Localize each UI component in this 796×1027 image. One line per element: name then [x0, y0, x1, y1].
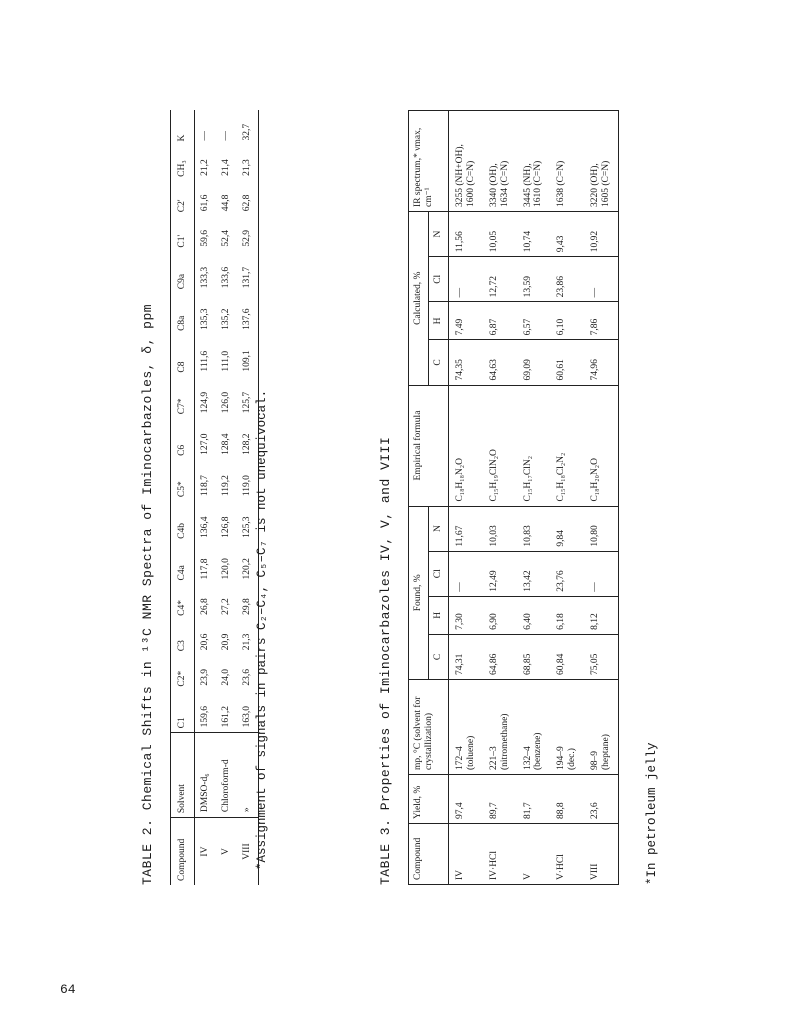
t3-yield-value: 89,7: [488, 802, 499, 819]
t3-calc: [448, 212, 482, 257]
t3-found-cl: Cl: [428, 551, 448, 596]
t2-cell: 109,1: [241, 350, 252, 372]
t2-cell: 159,6: [199, 706, 210, 728]
t3-mp-extra: (benzene): [533, 732, 544, 770]
table-row: [448, 111, 482, 885]
t3-mp: [517, 680, 551, 775]
t3-compound: [448, 824, 482, 885]
t2-cell: 20,9: [220, 633, 231, 651]
t3-found-h: H: [428, 596, 448, 634]
t3-formula: [550, 385, 584, 506]
t3-calc-value: 64,63: [488, 359, 499, 381]
t3-calc: [483, 302, 517, 340]
t2-cell: 128,2: [241, 433, 252, 455]
t3-found-value: 8,12: [590, 613, 601, 630]
t3-calc: [448, 302, 482, 340]
t3-found: [584, 634, 618, 679]
t3-calc-value: —: [590, 287, 601, 298]
t3-mp: [483, 680, 517, 775]
t3-compound: [584, 824, 618, 885]
t3-yield: [517, 775, 551, 824]
t3-calc: [483, 257, 517, 302]
t3-header-formula: Empirical formula: [409, 385, 449, 506]
t3-calc-value: —: [454, 287, 465, 298]
t2-cell: 24,0: [220, 668, 231, 686]
t3-found: [517, 634, 551, 679]
t3-found-value: 10,80: [590, 525, 601, 547]
t3-found-value: 13,42: [522, 570, 533, 592]
t3-calc-value: 7,49: [454, 318, 465, 336]
t3-ir-value: 3220 (OH),: [590, 163, 601, 207]
table-row: [216, 110, 237, 885]
t3-found: [550, 506, 584, 551]
t2-cell: »: [237, 733, 258, 818]
t2-cell: 124,9: [199, 391, 210, 414]
t2-cell: 120,0: [220, 558, 231, 580]
t3-calc-value: 11,56: [454, 231, 465, 253]
t3-calc: [550, 302, 584, 340]
t3-compound: [483, 824, 517, 885]
t3-found-n: N: [428, 506, 448, 551]
t2-cell: 27,2: [220, 598, 231, 615]
t3-ir-value: 1638 (C=N): [556, 160, 567, 207]
t2-cell: V: [216, 818, 237, 885]
t3-yield-value: 97,4: [454, 802, 465, 819]
t2-cell: 125,7: [241, 391, 252, 414]
t2-cell: 52,9: [241, 229, 252, 247]
t3-found: [584, 551, 618, 596]
t2-cell: DMSO-d₆: [194, 733, 215, 818]
t3-header-compound: Compound: [409, 824, 449, 885]
t2-cell: 161,2: [220, 706, 231, 728]
t3-ir: [483, 111, 517, 212]
t3-formula-value: C₁₈H₁₈N₂O: [454, 458, 465, 502]
t2-header: C9a: [171, 252, 195, 294]
t3-found: [550, 634, 584, 679]
t3-formula: [483, 385, 517, 506]
table-row: [584, 111, 618, 885]
t2-cell: 61,6: [199, 194, 210, 212]
t2-cell: VIII: [237, 818, 258, 885]
t2-header: C4*: [171, 584, 195, 619]
t3-mp-extra: (dec.): [567, 748, 578, 770]
t3-calc: [517, 212, 551, 257]
t3-compound-value: V: [522, 873, 533, 880]
t3-mp-value: 221–3: [488, 746, 499, 770]
table3-wrapper: [408, 110, 619, 885]
t3-mp-value: 172–4: [454, 746, 465, 770]
t3-header-ir: IR spectrum,* νmax, cm⁻¹: [409, 111, 449, 212]
t3-ir-extra: 1600 (C=N): [465, 160, 476, 207]
t3-ir: [517, 111, 551, 212]
t2-header: K: [171, 110, 195, 145]
t2-header: C4b: [171, 501, 195, 543]
t3-yield-value: 23,6: [590, 802, 601, 819]
t2-cell: 62,8: [241, 194, 252, 212]
t3-found-value: 11,67: [454, 525, 465, 547]
t3-calc-value: 6,57: [522, 318, 533, 336]
t3-found-value: 60,84: [556, 653, 567, 675]
table-row: [483, 111, 517, 885]
page-number: 64: [60, 982, 76, 997]
t2-cell: —: [199, 130, 210, 141]
t2-cell: 21,4: [220, 159, 231, 176]
t3-ir-extra: 1610 (C=N): [533, 160, 544, 207]
t2-cell: 127,0: [199, 433, 210, 455]
t2-cell: 111,0: [220, 350, 231, 372]
t3-calc-cl: Cl: [428, 257, 448, 302]
t3-calc-value: 10,92: [590, 230, 601, 253]
t3-found-value: 23,76: [556, 570, 567, 592]
t3-found-value: 9,84: [556, 530, 567, 547]
t3-ir-value: 3255 (NH+OH),: [454, 144, 465, 207]
table-row: [517, 111, 551, 885]
t3-calc-h: H: [428, 302, 448, 340]
t2-cell: 131,7: [241, 266, 252, 289]
table3: [408, 110, 619, 885]
t3-calc: [550, 212, 584, 257]
t3-compound: [550, 824, 584, 885]
t3-calc: [483, 340, 517, 385]
table2-footnote: *Assignment of signals in pairs C₂–C₄, C₅–C₇ is not unequivocal.: [255, 389, 269, 870]
t3-mp: [550, 680, 584, 775]
t2-header: Compound: [171, 818, 195, 885]
t3-calc-value: 60,61: [556, 359, 567, 381]
t3-found-c: C: [428, 634, 448, 679]
t3-found-value: —: [454, 582, 465, 592]
t3-found: [550, 596, 584, 634]
t3-compound: [517, 824, 551, 885]
t3-found-value: 68,85: [522, 653, 533, 675]
t3-found: [517, 506, 551, 551]
t3-calc: [550, 340, 584, 385]
t3-calc: [584, 212, 618, 257]
t2-cell: 137,6: [241, 308, 252, 330]
t3-found-value: 10,03: [488, 525, 499, 547]
t2-cell: 119,2: [220, 475, 231, 497]
t3-calc-value: 12,72: [488, 275, 499, 298]
t3-calc-value: 10,05: [488, 230, 499, 253]
t2-cell: 119,0: [241, 475, 252, 497]
t3-formula-value: C₁₅H₁₈Cl₂N₂: [556, 452, 567, 502]
t3-calc: [550, 257, 584, 302]
t2-header: C7*: [171, 377, 195, 419]
t3-mp-extra: (nitromethane): [499, 713, 510, 770]
t2-cell: —: [220, 130, 231, 141]
t2-header: C2*: [171, 655, 195, 690]
t2-cell: 126,0: [220, 391, 231, 414]
t3-found: [483, 634, 517, 679]
table-row: [550, 111, 584, 885]
table3-caption: TABLE 3. Properties of Iminocarbazoles IV, V, and VIII: [378, 436, 393, 885]
t2-cell: 136,4: [199, 516, 210, 538]
t3-yield-value: 81,7: [522, 802, 533, 819]
t3-formula-value: C₁₈H₂₀N₂O: [590, 458, 601, 502]
t3-calc-c: C: [428, 340, 448, 385]
t3-found-value: 6,90: [488, 613, 499, 630]
t2-cell: 21,3: [241, 633, 252, 651]
t3-compound-value: IV·HCl: [488, 850, 499, 880]
t3-calc: [483, 212, 517, 257]
t3-found-value: 6,18: [556, 613, 567, 630]
t3-ir-extra: 1634 (C=N): [499, 160, 510, 207]
t2-cell: 133,6: [220, 266, 231, 289]
t3-found: [483, 506, 517, 551]
t3-calc-value: 9,43: [556, 235, 567, 253]
t3-found-value: 12,49: [488, 570, 499, 592]
t3-found: [448, 634, 482, 679]
t3-calc-value: 13,59: [522, 275, 533, 298]
table2-caption: TABLE 2. Chemical Shifts in ¹³C NMR Spectra of Iminocarbazoles, δ, ppm: [140, 303, 155, 885]
t3-formula-value: C₁₅H₁₉ClN₂O: [488, 449, 499, 502]
t3-yield-value: 88,8: [556, 802, 567, 819]
t3-yield: [550, 775, 584, 824]
t3-found-value: 7,30: [454, 613, 465, 630]
t2-cell: 23,6: [241, 668, 252, 686]
t2-cell: 23,9: [199, 668, 210, 686]
t2-header: C5*: [171, 460, 195, 501]
t2-cell: 29,8: [241, 598, 252, 615]
t3-calc-value: 74,96: [590, 359, 601, 381]
t3-mp-value: 98–9: [590, 751, 601, 770]
t3-ir: [550, 111, 584, 212]
t3-found: [584, 596, 618, 634]
t3-header-found: Found, %: [409, 506, 429, 679]
t2-cell: 125,3: [241, 516, 252, 538]
t3-found: [483, 551, 517, 596]
t3-formula-value: C₁₅H₁₇ClN₂: [522, 455, 533, 502]
t2-cell: 135,3: [199, 308, 210, 330]
t3-ir: [448, 111, 482, 212]
t2-cell: IV: [194, 818, 215, 885]
t3-calc: [517, 257, 551, 302]
t3-header-calculated: Calculated, %: [409, 212, 429, 386]
t3-found-value: 10,83: [522, 525, 533, 547]
t3-mp-extra: (heptane): [601, 734, 612, 770]
t3-formula: [517, 385, 551, 506]
t3-compound-value: IV: [454, 869, 465, 880]
t2-cell: 26,8: [199, 598, 210, 615]
t2-cell: Chloroform-d: [216, 733, 237, 818]
t2-header: C1: [171, 691, 195, 733]
t3-found: [550, 551, 584, 596]
t2-cell: 135,2: [220, 308, 231, 330]
t3-calc-value: 7,86: [590, 318, 601, 336]
t3-found-value: 6,40: [522, 613, 533, 630]
t3-yield: [483, 775, 517, 824]
t3-ir-value: 3340 (OH),: [488, 163, 499, 207]
table-row: [194, 110, 215, 885]
t2-cell: 163,0: [241, 706, 252, 728]
t3-calc-value: 23,86: [556, 275, 567, 298]
t3-calc: [448, 340, 482, 385]
t2-cell: 117,8: [199, 558, 210, 580]
t3-found: [517, 551, 551, 596]
t2-header: C8: [171, 335, 195, 377]
t3-ir-extra: 1605 (C=N): [601, 160, 612, 207]
t2-header: CH₃: [171, 145, 195, 180]
t2-header: C2': [171, 181, 195, 216]
t3-calc-value: 69,09: [522, 359, 533, 381]
t3-found-value: —: [590, 582, 601, 592]
table2: [170, 110, 259, 885]
table3-footnote: *In petroleum jelly: [645, 742, 659, 885]
t3-calc-value: 6,87: [488, 318, 499, 336]
t2-header: C3: [171, 620, 195, 655]
t2-cell: 128,4: [220, 433, 231, 455]
t2-header: Solvent: [171, 733, 195, 818]
t2-header: C6: [171, 418, 195, 460]
t3-formula: [584, 385, 618, 506]
t3-calc-value: 10,74: [522, 230, 533, 253]
t3-header-yield: Yield, %: [409, 775, 449, 824]
t3-calc: [517, 340, 551, 385]
t2-cell: 21,3: [241, 159, 252, 176]
t2-cell: 133,3: [199, 266, 210, 289]
t3-mp: [448, 680, 482, 775]
t3-found: [483, 596, 517, 634]
t3-calc-n: N: [428, 212, 448, 257]
t3-compound-value: VIII: [590, 863, 601, 880]
t2-cell: 59,6: [199, 229, 210, 247]
t3-compound-value: V·HCl: [556, 854, 567, 880]
t3-found-value: 75,05: [590, 653, 601, 675]
t3-found: [584, 506, 618, 551]
t3-found: [517, 596, 551, 634]
t3-found-value: 74,31: [454, 653, 465, 675]
t2-header: C1': [171, 216, 195, 251]
t3-calc: [584, 340, 618, 385]
t3-formula: [448, 385, 482, 506]
t2-cell: 120,2: [241, 558, 252, 580]
t2-cell: 20,6: [199, 633, 210, 651]
t3-mp-extra: (toluene): [465, 735, 476, 770]
t3-found: [448, 596, 482, 634]
t3-calc: [584, 302, 618, 340]
t3-calc: [584, 257, 618, 302]
t3-found-value: 64,86: [488, 653, 499, 675]
t2-cell: 118,7: [199, 475, 210, 497]
t3-yield: [584, 775, 618, 824]
t2-cell: 111,6: [199, 350, 210, 372]
t3-mp-value: 194–9: [556, 746, 567, 770]
t2-header: C4a: [171, 543, 195, 585]
t3-header-mp: mp, °C (solvent for crystallization): [409, 680, 449, 775]
t2-cell: 32,7: [241, 123, 252, 141]
t3-found: [448, 551, 482, 596]
t2-cell: 126,8: [220, 516, 231, 538]
t3-ir-value: 3445 (NH),: [522, 163, 533, 207]
t3-calc: [517, 302, 551, 340]
table2-wrapper: [170, 110, 259, 885]
t3-calc-value: 6,10: [556, 318, 567, 336]
t3-mp: [584, 680, 618, 775]
t3-yield: [448, 775, 482, 824]
t2-header: C8a: [171, 293, 195, 335]
t3-found: [448, 506, 482, 551]
t2-cell: 52,4: [220, 229, 231, 247]
t2-cell: 21,2: [199, 159, 210, 176]
t3-ir: [584, 111, 618, 212]
t3-calc: [448, 257, 482, 302]
t2-cell: 44,8: [220, 194, 231, 212]
t3-calc-value: 74,35: [454, 359, 465, 381]
t3-mp-value: 132–4: [522, 746, 533, 770]
